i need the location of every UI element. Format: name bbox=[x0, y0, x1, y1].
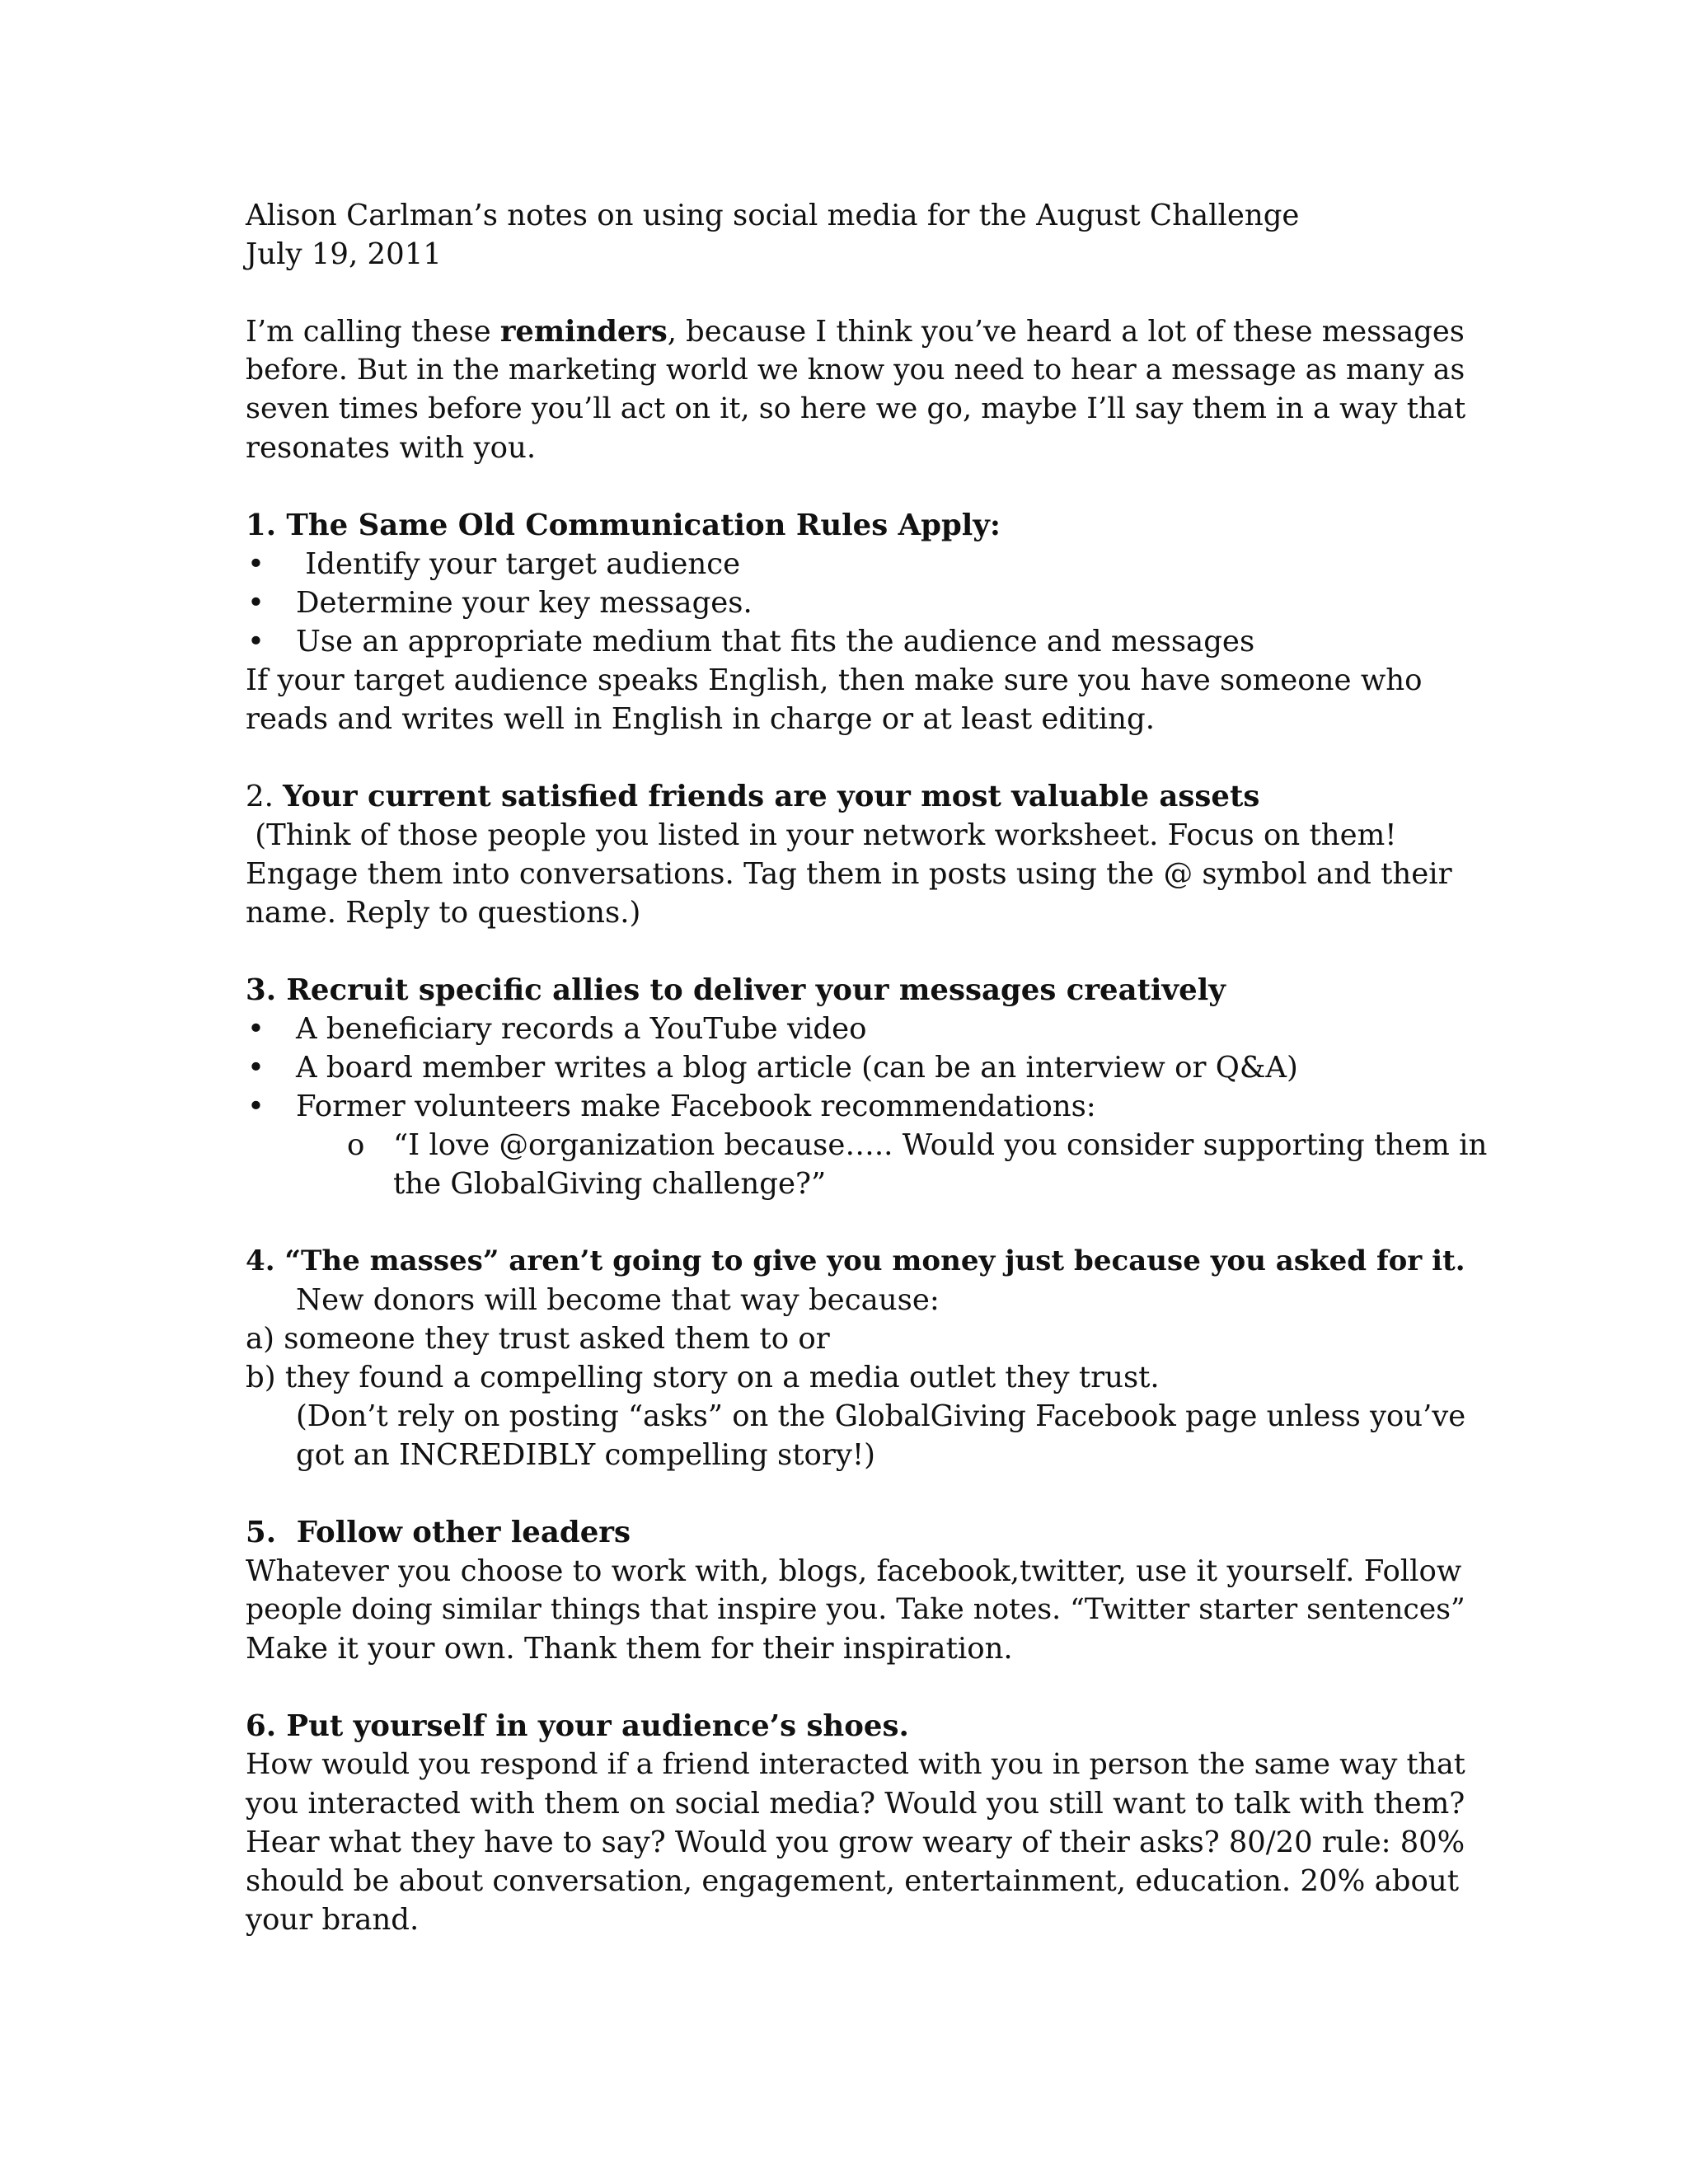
list-item-text: Use an appropriate medium that fits the audience and messages bbox=[296, 625, 1255, 658]
section-6-paragraph-line: your brand. bbox=[246, 1903, 420, 1937]
intro-line-4: resonates with you. bbox=[246, 431, 537, 465]
bullet-icon: • bbox=[247, 547, 265, 581]
section-2-paragraph-line: (Think of those people you listed in your network worksheet. Focus on them! bbox=[246, 818, 1397, 852]
intro-bold-word: reminders bbox=[499, 315, 668, 349]
section-2-paragraph-line: name. Reply to questions.) bbox=[246, 896, 641, 930]
document-date: July 19, 2011 bbox=[246, 237, 442, 271]
document-title: Alison Carlman’s notes on using social media for the August Challenge bbox=[246, 199, 1300, 232]
section-2-heading bbox=[246, 777, 1465, 816]
section-1-paragraph-line: reads and writes well in English in charge or at least editing. bbox=[246, 702, 1155, 736]
list-item bbox=[246, 1087, 1465, 1126]
section-5-paragraph-line: Make it your own. Thank them for their inspiration. bbox=[246, 1632, 1013, 1666]
section-6-paragraph-line: you interacted with them on social media? Would you still want to talk with them? bbox=[246, 1787, 1465, 1821]
list-item-text: Identify your target audience bbox=[296, 547, 741, 581]
intro-line-1 bbox=[246, 312, 1465, 351]
section-4-heading: 4. “The masses” aren’t going to give you money just because you asked for it. bbox=[246, 1244, 1465, 1277]
section-5-paragraph-line: people doing similar things that inspire you. Take notes. “Twitter starter sentences” bbox=[246, 1593, 1465, 1626]
section-5-paragraph-line: Whatever you choose to work with, blogs, facebook,twitter, use it yourself. Follow bbox=[246, 1554, 1462, 1588]
bullet-icon: • bbox=[247, 1090, 265, 1123]
section-4-line: got an INCREDIBLY compelling story!) bbox=[296, 1438, 876, 1472]
bullet-icon: • bbox=[247, 625, 265, 658]
bullet-icon: • bbox=[247, 1051, 265, 1085]
hollow-bullet-icon: o bbox=[347, 1128, 365, 1162]
section-6-heading: 6. Put yourself in your audience’s shoes. bbox=[246, 1709, 909, 1743]
list-item-text: A board member writes a blog article (can be an interview or Q&A) bbox=[296, 1051, 1298, 1085]
section-6-paragraph-line: How would you respond if a friend interacted with you in person the same way that bbox=[246, 1748, 1465, 1781]
sub-list-item-text: “I love @organization because….. Would you consider supporting them in bbox=[393, 1128, 1488, 1162]
list-item bbox=[246, 1010, 1465, 1048]
section-2-heading-text: Your current satisfied friends are your most valuable assets bbox=[283, 780, 1260, 813]
list-item bbox=[246, 622, 1465, 661]
bullet-icon: • bbox=[247, 1012, 265, 1046]
intro-text: , because I think you’ve heard a lot of these messages bbox=[667, 315, 1465, 349]
section-1-heading: 1. The Same Old Communication Rules Apply: bbox=[246, 509, 1001, 542]
section-5-heading: 5. Follow other leaders bbox=[246, 1516, 631, 1549]
section-4-line: (Don’t rely on posting “asks” on the GlobalGiving Facebook page unless you’ve bbox=[296, 1399, 1466, 1433]
document-body bbox=[246, 196, 1488, 1939]
list-item bbox=[246, 1048, 1465, 1087]
section-4-line: New donors will become that way because: bbox=[296, 1283, 940, 1317]
section-2-number: 2. bbox=[246, 780, 284, 813]
intro-line-3: seven times before you’ll act on it, so here we go, maybe I’ll say them in a way that bbox=[246, 392, 1466, 425]
section-4-line: a) someone they trust asked them to or bbox=[246, 1322, 830, 1356]
list-item bbox=[246, 583, 1465, 622]
intro-line-2: before. But in the marketing world we know you need to hear a message as many as bbox=[246, 354, 1465, 387]
bullet-icon: • bbox=[247, 586, 265, 620]
list-item-text: Former volunteers make Facebook recommendations: bbox=[296, 1090, 1096, 1123]
sub-list-item-text: the GlobalGiving challenge?” bbox=[393, 1167, 827, 1201]
list-item-text: Determine your key messages. bbox=[296, 586, 753, 620]
section-2-paragraph-line: Engage them into conversations. Tag them in posts using the @ symbol and their bbox=[246, 857, 1452, 891]
sub-list-item bbox=[246, 1126, 1488, 1203]
intro-text: I’m calling these bbox=[246, 315, 500, 349]
list-item bbox=[246, 545, 1465, 583]
section-4-line: b) they found a compelling story on a media outlet they trust. bbox=[246, 1361, 1160, 1394]
section-6-paragraph-line: should be about conversation, engagement, entertainment, education. 20% about bbox=[246, 1864, 1459, 1898]
list-item-text: A beneficiary records a YouTube video bbox=[296, 1012, 867, 1046]
section-1-paragraph-line: If your target audience speaks English, then make sure you have someone who bbox=[246, 663, 1423, 697]
section-3-heading: 3. Recruit specific allies to deliver your messages creatively bbox=[246, 973, 1226, 1007]
section-6-paragraph-line: Hear what they have to say? Would you grow weary of their asks? 80/20 rule: 80% bbox=[246, 1825, 1465, 1859]
